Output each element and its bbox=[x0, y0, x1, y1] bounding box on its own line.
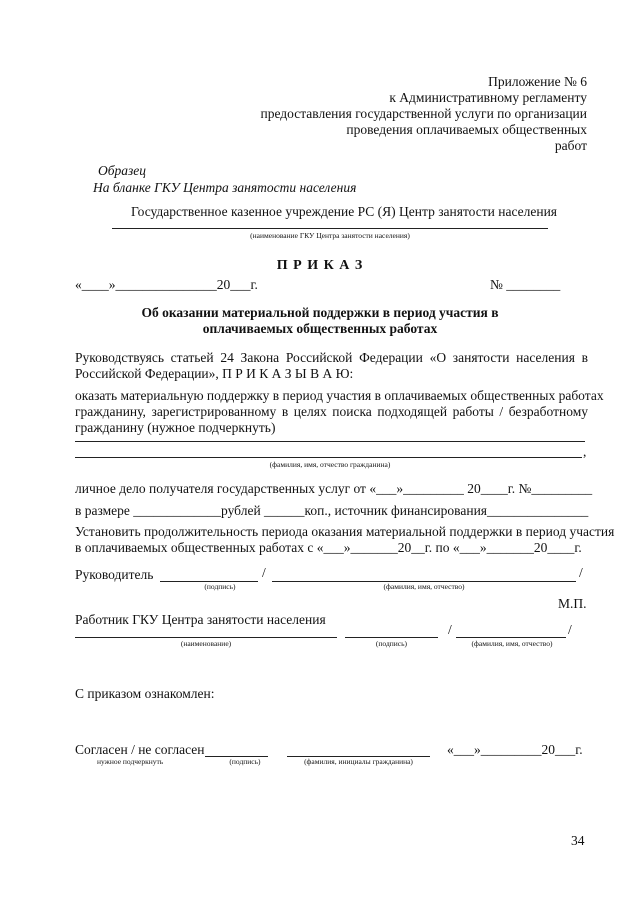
body-p1-line-2: Российской Федерации», П Р И К А З Ы В А Ю: bbox=[75, 366, 354, 381]
duration-line-1: Установить продолжительность периода оказания материальной поддержки в период участия bbox=[75, 524, 615, 539]
agree-date: «___»_________20___г. bbox=[447, 742, 583, 757]
page-number: 34 bbox=[571, 833, 585, 848]
employee-name-line bbox=[75, 637, 337, 638]
employee-signature-line bbox=[345, 637, 438, 638]
employee-signature-caption: (подпись) bbox=[375, 639, 408, 648]
institution-underline bbox=[112, 228, 548, 229]
order-date: «____»_______________20___г. bbox=[75, 277, 258, 292]
fio-line-2 bbox=[75, 457, 582, 458]
head-fio-caption: (фамилия, имя, отчество) bbox=[383, 582, 465, 591]
sample-blank-note: На бланке ГКУ Центра занятости населения bbox=[93, 180, 357, 195]
fio-caption: (фамилия, имя, отчество гражданина) bbox=[269, 460, 391, 469]
institution-name: Государственное казенное учреждение РС (Я) Центр занятости населения bbox=[131, 204, 558, 219]
appendix-line-5: работ bbox=[554, 138, 587, 153]
stamp-mark: М.П. bbox=[558, 596, 587, 611]
employee-name-caption: (наименование) bbox=[180, 639, 232, 648]
head-slash-2: / bbox=[579, 565, 583, 580]
agree-label: Согласен / не согласен bbox=[75, 742, 205, 757]
head-label: Руководитель bbox=[75, 567, 154, 582]
appendix-line-4: проведения оплачиваемых общественных bbox=[346, 122, 587, 137]
subject-line-2: оплачиваемых общественных работах bbox=[202, 321, 438, 336]
agree-signature-caption: (подпись) bbox=[229, 757, 261, 766]
employee-fio-caption: (фамилия, имя, отчество) bbox=[471, 639, 553, 648]
fio-line-1 bbox=[75, 441, 585, 442]
body-p2-line-2: гражданину, зарегистрированному в целях поиска подходящей работы / безработному bbox=[75, 404, 588, 419]
body-p2-line-3: гражданину (нужное подчеркнуть) bbox=[75, 420, 276, 435]
subject-line-1: Об оказании материальной поддержки в период участия в bbox=[141, 305, 499, 320]
amount-line: в размере _____________рублей ______коп., источник финансирования_______________ bbox=[75, 503, 589, 518]
fio-comma: , bbox=[583, 444, 587, 459]
duration-line-2: в оплачиваемых общественных работах с «___»_______20__г. по «___»_______20____г. bbox=[75, 540, 582, 555]
agree-fio-caption: (фамилия, инициалы гражданина) bbox=[304, 757, 413, 766]
body-p1-line-1: Руководствуясь статьей 24 Закона Российской Федерации «О занятости населения в bbox=[75, 350, 588, 365]
employee-slash-2: / bbox=[568, 622, 572, 637]
institution-caption: (наименование ГКУ Центра занятости населения) bbox=[250, 231, 410, 240]
employee-label: Работник ГКУ Центра занятости населения bbox=[75, 612, 326, 627]
personal-file-line: личное дело получателя государственных услуг от «___»_________ 20____г. №_________ bbox=[75, 481, 593, 496]
underline-caption: нужное подчеркнуть bbox=[97, 757, 164, 766]
order-title: П Р И К А З bbox=[276, 258, 364, 273]
appendix-line-1: Приложение № 6 bbox=[488, 74, 587, 89]
head-slash-1: / bbox=[262, 565, 266, 580]
order-number: № ________ bbox=[490, 277, 561, 292]
sample-label: Образец bbox=[98, 163, 147, 178]
appendix-line-2: к Административному регламенту bbox=[389, 90, 587, 105]
head-signature-caption: (подпись) bbox=[204, 582, 236, 591]
acquainted-label: С приказом ознакомлен: bbox=[75, 686, 215, 701]
appendix-line-3: предоставления государственной услуги по организации bbox=[260, 106, 587, 121]
employee-fio-line bbox=[456, 637, 566, 638]
employee-slash-1: / bbox=[448, 622, 452, 637]
body-p2-line-1: оказать материальную поддержку в период участия в оплачиваемых общественных работах bbox=[75, 388, 604, 403]
